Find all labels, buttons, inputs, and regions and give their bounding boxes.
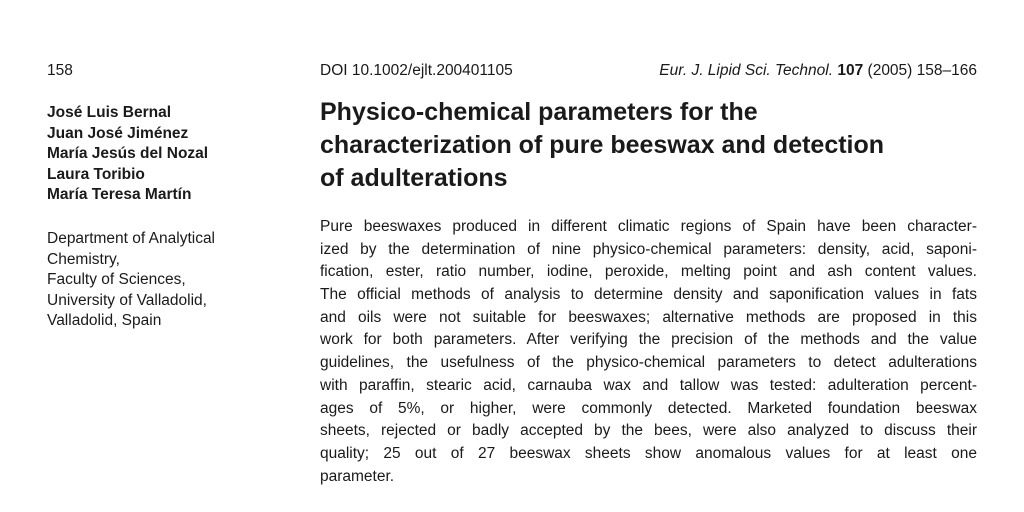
abstract-line: Pure beeswaxes produced in different climatic regions of Spain have been character- bbox=[320, 218, 977, 235]
abstract-line: ized by the determination of nine physico-chemical parameters: density, acid, saponi- bbox=[320, 240, 977, 258]
author-name: Juan José Jiménez bbox=[47, 124, 189, 142]
abstract-line: work for both parameters. After verifying the precision of the methods and the value bbox=[320, 331, 977, 349]
author-list bbox=[47, 103, 287, 206]
page-number: 158 bbox=[47, 62, 73, 79]
journal-reference bbox=[659, 62, 977, 80]
title-line: of adulterations bbox=[320, 164, 508, 192]
author-name: María Jesús del Nozal bbox=[47, 145, 209, 163]
running-header bbox=[0, 62, 1024, 82]
journal-volume: 107 bbox=[837, 62, 864, 79]
journal-name: Eur. J. Lipid Sci. Technol. bbox=[659, 62, 834, 79]
affiliation-line: Faculty of Sciences, bbox=[47, 271, 186, 289]
abstract-line: sheets, rejected or badly accepted by the bees, were also analyzed to discuss their bbox=[320, 422, 977, 440]
article-title bbox=[320, 96, 980, 195]
affiliation-line: University of Valladolid, bbox=[47, 291, 207, 309]
abstract-line: ages of 5%, or higher, were commonly detected. Marketed foundation beeswax bbox=[320, 399, 977, 417]
abstract-line: guidelines, the usefulness of the physico-chemical parameters to detect adulterations bbox=[320, 354, 977, 372]
abstract-line: The official methods of analysis to determine density and saponification values in fats bbox=[320, 286, 977, 304]
author-name: Laura Toribio bbox=[47, 165, 145, 183]
abstract-line: and oils were not suitable for beeswaxes; alternative methods are proposed in this bbox=[320, 308, 977, 326]
affiliation bbox=[47, 229, 297, 332]
author-name: José Luis Bernal bbox=[47, 104, 172, 121]
journal-year-pages: (2005) 158–166 bbox=[867, 62, 977, 79]
abstract-line: with paraffin, stearic acid, carnauba wax and tallow was tested: adulteration percent- bbox=[320, 376, 977, 394]
title-line: characterization of pure beeswax and detection bbox=[320, 131, 885, 159]
author-name: María Teresa Martín bbox=[47, 186, 192, 204]
abstract-line: quality; 25 out of 27 beeswax sheets show anomalous values for at least one bbox=[320, 444, 977, 462]
abstract-line: fication, ester, ratio number, iodine, peroxide, melting point and ash content values. bbox=[320, 263, 977, 281]
abstract-line: parameter. bbox=[320, 467, 395, 485]
affiliation-line: Chemistry, bbox=[47, 250, 120, 268]
doi[interactable]: DOI 10.1002/ejlt.200401105 bbox=[320, 62, 513, 79]
title-line: Physico-chemical parameters for the bbox=[320, 98, 758, 126]
affiliation-line: Department of Analytical bbox=[47, 230, 216, 247]
affiliation-line: Valladolid, Spain bbox=[47, 312, 162, 330]
abstract bbox=[320, 216, 977, 488]
